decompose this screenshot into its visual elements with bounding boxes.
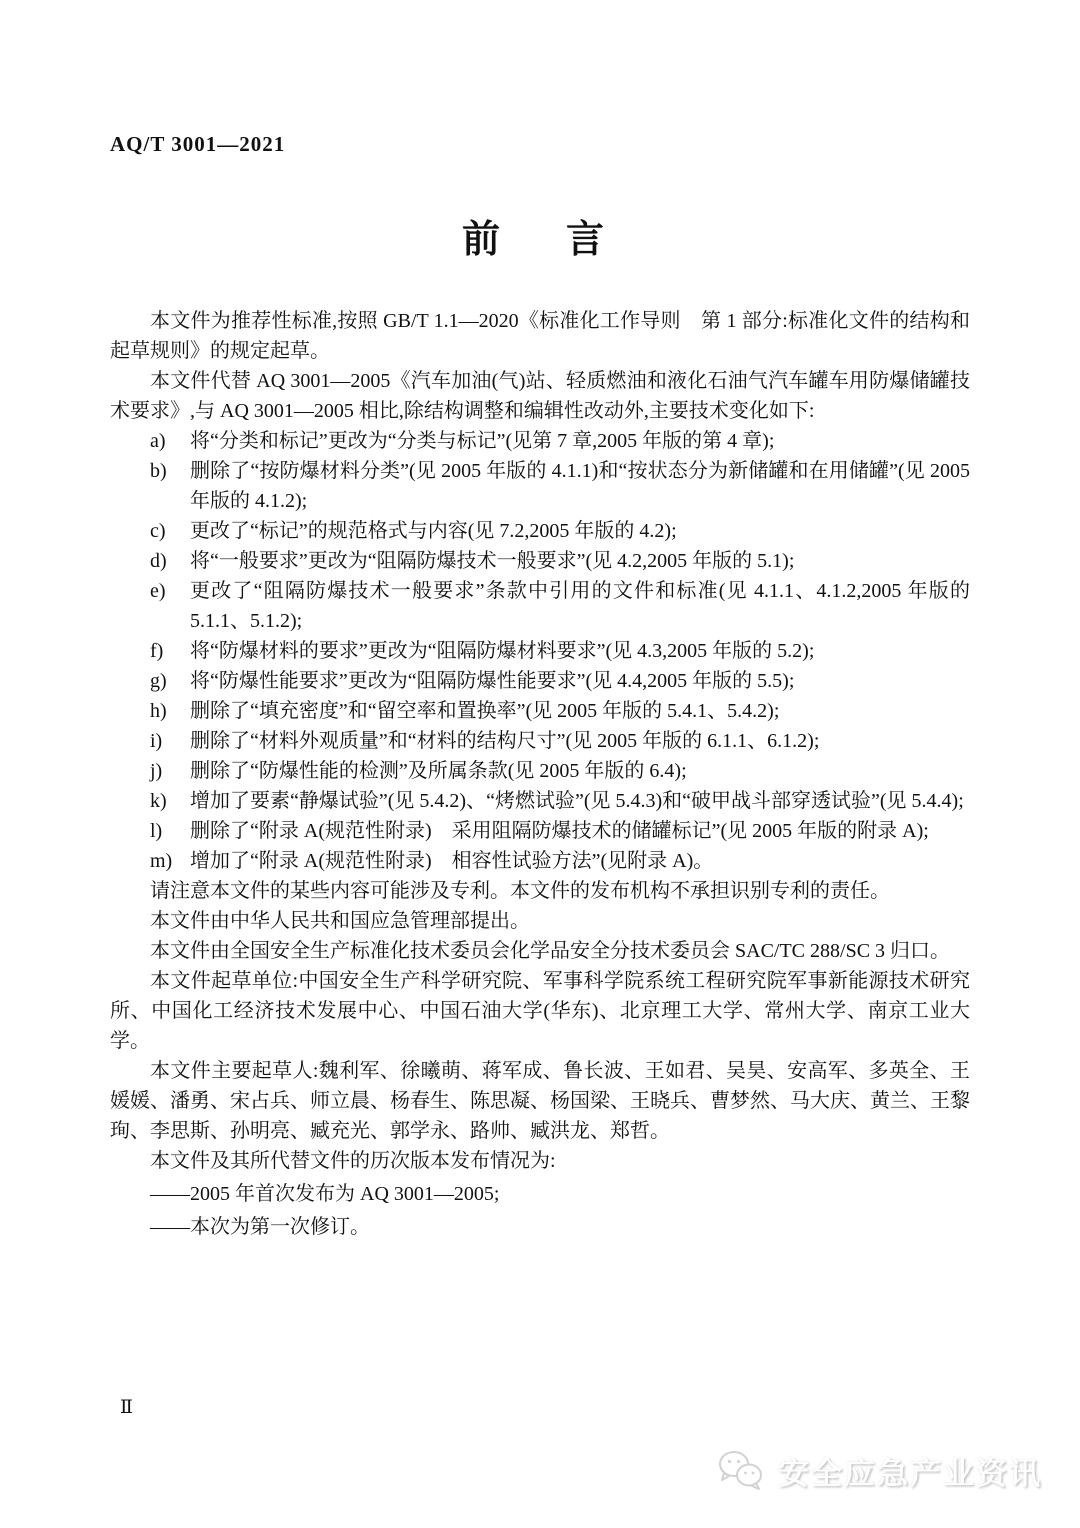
history-intro: 本文件及其所代替文件的历次版本发布情况为:	[150, 1150, 556, 1172]
change-item-text: 将“分类和标记”更改为“分类与标记”(见第 7 章,2005 年版的第 4 章);	[190, 430, 775, 452]
intro-paragraph: 本文件为推荐性标准,按照 GB/T 1.1—2020《标准化工作导则 第 1 部分:标准化文件的结构和起草规则》的规定起草。	[110, 310, 970, 362]
patent-notice: 请注意本文件的某些内容可能涉及专利。本文件的发布机构不承担识别专利的责任。	[150, 880, 890, 902]
doc-number: AQ/T 3001—2021	[110, 132, 286, 156]
centralized-by: 本文件由全国安全生产标准化技术委员会化学品安全分技术委员会 SAC/TC 288/SC 3 归口。	[150, 940, 951, 962]
drafting-units: 本文件起草单位:中国安全生产科学研究院、军事科学院系统工程研究院军事新能源技术研究所、中国化工经济技术发展中心、中国石油大学(华东)、北京理工大学、常州大学、南京工业大学。	[110, 970, 970, 1052]
change-item	[110, 456, 970, 516]
change-item	[110, 756, 970, 786]
change-item-text: 删除了“按防爆材料分类”(见 2005 年版的 4.1.1)和“按状态分为新储罐和在用储罐”(见 2005 年版的 4.1.2);	[190, 460, 970, 512]
wechat-icon	[716, 1449, 768, 1493]
change-item-text: 删除了“填充密度”和“留空率和置换率”(见 2005 年版的 5.4.1、5.4.2);	[190, 700, 780, 722]
page-title: 前 言	[461, 219, 618, 261]
change-item-label: a)	[150, 430, 166, 452]
document-body	[110, 306, 970, 1242]
change-item-text: 删除了“附录 A(规范性附录) 采用阻隔防爆技术的储罐标记”(见 2005 年版的附录 A);	[190, 820, 929, 842]
page-number: Ⅱ	[120, 1397, 133, 1418]
drafters: 本文件主要起草人:魏利军、徐曦萌、蒋军成、鲁长波、王如君、吴昊、安高军、多英全、王媛媛、潘勇、宋占兵、师立晨、杨春生、陈思凝、杨国梁、王晓兵、曹梦然、马大庆、黄兰、王黎珣、李思斯、孙明亮、臧充光、郭学永、路帅、臧洪龙、郑哲。	[110, 1060, 970, 1142]
change-item-text: 更改了“阻隔防爆技术一般要求”条款中引用的文件和标准(见 4.1.1、4.1.2,2005 年版的 5.1.1、5.1.2);	[190, 580, 970, 632]
change-item-label: k)	[150, 790, 167, 812]
change-item	[110, 666, 970, 696]
change-item-text: 将“防爆材料的要求”更改为“阻隔防爆材料要求”(见 4.3,2005 年版的 5.2);	[190, 640, 815, 662]
change-item	[110, 636, 970, 666]
proposed-by: 本文件由中华人民共和国应急管理部提出。	[150, 910, 530, 932]
change-item	[110, 426, 970, 456]
change-item-text: 增加了要素“静爆试验”(见 5.4.2)、“烤燃试验”(见 5.4.3)和“破甲战斗部穿透试验”(见 5.4.4);	[190, 790, 964, 812]
change-item	[110, 726, 970, 756]
change-item-label: m)	[150, 850, 173, 872]
change-item-label: b)	[150, 460, 167, 482]
change-item-text: 更改了“标记”的规范格式与内容(见 7.2,2005 年版的 4.2);	[190, 520, 677, 542]
change-item-label: g)	[150, 670, 167, 692]
change-item-text: 删除了“防爆性能的检测”及所属条款(见 2005 年版的 6.4);	[190, 760, 687, 782]
replacement-paragraph: 本文件代替 AQ 3001—2005《汽车加油(气)站、轻质燃油和液化石油气汽车罐车用防爆储罐技术要求》,与 AQ 3001—2005 相比,除结构调整和编辑性改动外,主要技术变化如下:	[110, 370, 970, 422]
change-item	[110, 696, 970, 726]
change-item	[110, 846, 970, 876]
watermark	[716, 1448, 1042, 1493]
change-item	[110, 576, 970, 636]
change-item-label: h)	[150, 700, 167, 722]
change-item-label: l)	[150, 820, 163, 842]
change-item-label: c)	[150, 520, 166, 542]
change-item-label: f)	[150, 640, 164, 662]
change-item	[110, 786, 970, 816]
history-item: ——2005 年首次发布为 AQ 3001—2005;	[150, 1183, 500, 1205]
change-item	[110, 516, 970, 546]
change-item-text: 增加了“附录 A(规范性附录) 相容性试验方法”(见附录 A)。	[190, 850, 714, 872]
history-item: ——本次为第一次修订。	[150, 1216, 370, 1238]
change-item-text: 将“防爆性能要求”更改为“阻隔防爆性能要求”(见 4.4,2005 年版的 5.5);	[190, 670, 795, 692]
change-item-text: 删除了“材料外观质量”和“材料的结构尺寸”(见 2005 年版的 6.1.1、6.1.2);	[190, 730, 820, 752]
change-item-label: j)	[150, 760, 163, 782]
change-item-label: e)	[150, 580, 166, 602]
change-item-label: i)	[150, 730, 163, 752]
watermark-text: 安全应急产业资讯	[778, 1456, 1042, 1491]
change-item-label: d)	[150, 550, 167, 572]
change-item	[110, 546, 970, 576]
change-item-text: 将“一般要求”更改为“阻隔防爆技术一般要求”(见 4.2,2005 年版的 5.1);	[190, 550, 795, 572]
change-item	[110, 816, 970, 846]
